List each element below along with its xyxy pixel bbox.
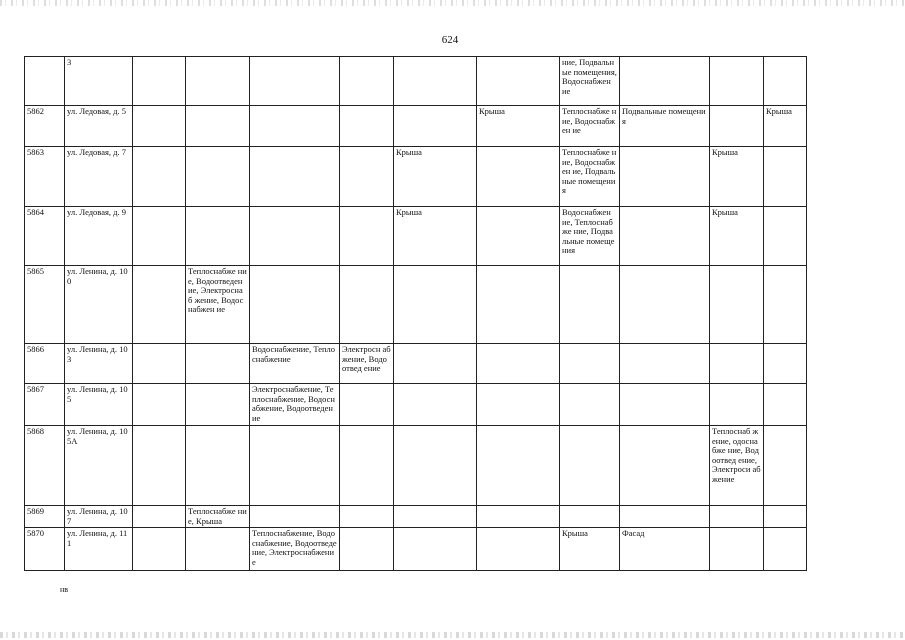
table-row bbox=[25, 384, 807, 426]
table-cell: Крыша bbox=[560, 528, 620, 571]
table-cell: Теплоснабжение, Водоснабжение, Водоотведение, Электроснабжение bbox=[250, 528, 340, 571]
address-cell: ул. Ленина, д. 103 bbox=[65, 344, 133, 384]
table-cell bbox=[477, 426, 560, 506]
address-cell: ул. Ленина, д. 105 bbox=[65, 384, 133, 426]
row-id-cell bbox=[25, 57, 65, 106]
table-cell bbox=[764, 207, 807, 266]
table-cell bbox=[477, 57, 560, 106]
table-row bbox=[25, 147, 807, 207]
table-cell: Теплоснабже ние, Водоснабжен ие bbox=[560, 106, 620, 147]
table-cell: Подвальные помещения bbox=[620, 106, 710, 147]
table-cell bbox=[133, 266, 186, 344]
table-cell bbox=[560, 506, 620, 528]
table-cell bbox=[620, 147, 710, 207]
table-cell bbox=[620, 344, 710, 384]
table-cell bbox=[250, 506, 340, 528]
table-cell: Крыша bbox=[710, 147, 764, 207]
address-cell: ул. Ледовая, д. 7 bbox=[65, 147, 133, 207]
row-id-cell: 5868 bbox=[25, 426, 65, 506]
table-cell bbox=[477, 506, 560, 528]
table-cell bbox=[133, 106, 186, 147]
table-cell: Водоснабжен ие, Теплоснабже ние, Подвальные помещения bbox=[560, 207, 620, 266]
table-cell bbox=[764, 506, 807, 528]
table-row bbox=[25, 207, 807, 266]
table-cell bbox=[477, 207, 560, 266]
table-row bbox=[25, 57, 807, 106]
table-cell: Теплоснабже ние, Водоотведен ие, Электроснаб жение, Водоснабжен ие bbox=[186, 266, 250, 344]
table-cell bbox=[710, 384, 764, 426]
table-cell bbox=[186, 528, 250, 571]
table-cell bbox=[764, 57, 807, 106]
table-cell bbox=[340, 57, 394, 106]
row-id-cell: 5867 bbox=[25, 384, 65, 426]
table-cell bbox=[250, 147, 340, 207]
table-cell bbox=[620, 266, 710, 344]
table-row bbox=[25, 506, 807, 528]
table-cell: Крыша bbox=[477, 106, 560, 147]
table-cell bbox=[133, 57, 186, 106]
table-cell bbox=[620, 426, 710, 506]
table-cell bbox=[560, 266, 620, 344]
table-cell bbox=[133, 147, 186, 207]
table-cell bbox=[560, 384, 620, 426]
address-cell: 3 bbox=[65, 57, 133, 106]
table-cell bbox=[477, 384, 560, 426]
table-cell bbox=[186, 207, 250, 266]
address-cell: ул. Ленина, д. 107 bbox=[65, 506, 133, 528]
table-cell bbox=[250, 207, 340, 266]
row-id-cell: 5865 bbox=[25, 266, 65, 344]
table-cell bbox=[620, 506, 710, 528]
table-cell bbox=[394, 57, 477, 106]
table-cell bbox=[560, 344, 620, 384]
table-cell bbox=[710, 528, 764, 571]
table-cell bbox=[133, 384, 186, 426]
table-row bbox=[25, 266, 807, 344]
table-cell bbox=[186, 147, 250, 207]
table-row bbox=[25, 106, 807, 147]
table-cell: Крыша bbox=[710, 207, 764, 266]
table-cell bbox=[133, 207, 186, 266]
table-cell: Крыша bbox=[394, 207, 477, 266]
table-cell bbox=[764, 426, 807, 506]
table-row bbox=[25, 344, 807, 384]
address-cell: ул. Ленина, д. 100 bbox=[65, 266, 133, 344]
table-cell bbox=[250, 426, 340, 506]
row-id-cell: 5866 bbox=[25, 344, 65, 384]
table-cell bbox=[250, 266, 340, 344]
table-cell: Теплоснабже ние, Крыша bbox=[186, 506, 250, 528]
address-cell: ул. Ленина, д. 105А bbox=[65, 426, 133, 506]
table-cell bbox=[620, 57, 710, 106]
table-cell bbox=[394, 266, 477, 344]
row-id-cell: 5864 bbox=[25, 207, 65, 266]
table-cell bbox=[710, 57, 764, 106]
table-cell bbox=[340, 147, 394, 207]
table-cell bbox=[394, 106, 477, 147]
table-cell bbox=[133, 344, 186, 384]
row-id-cell: 5870 bbox=[25, 528, 65, 571]
scan-noise-bottom bbox=[0, 632, 905, 638]
table-cell bbox=[394, 344, 477, 384]
table-cell bbox=[620, 384, 710, 426]
table-cell: ние, Подвальные помещения, Водоснабжен ие bbox=[560, 57, 620, 106]
table-cell bbox=[710, 106, 764, 147]
table-cell bbox=[560, 426, 620, 506]
table-cell bbox=[340, 506, 394, 528]
table-cell bbox=[764, 147, 807, 207]
table-cell bbox=[620, 207, 710, 266]
table-cell bbox=[477, 266, 560, 344]
table-cell: Фасад bbox=[620, 528, 710, 571]
table-cell bbox=[186, 57, 250, 106]
table-cell: Водоснабжение, Теплоснабжение bbox=[250, 344, 340, 384]
table-cell bbox=[710, 344, 764, 384]
table-cell bbox=[394, 384, 477, 426]
table-row bbox=[25, 528, 807, 571]
table-cell bbox=[133, 506, 186, 528]
address-cell: ул. Ледовая, д. 9 bbox=[65, 207, 133, 266]
schedule-table bbox=[24, 56, 807, 571]
table-cell: Крыша bbox=[394, 147, 477, 207]
table-cell: Теплоснабже ние, Водоснабжен ие, Подвальные помещения bbox=[560, 147, 620, 207]
table-cell bbox=[394, 528, 477, 571]
table-cell bbox=[764, 344, 807, 384]
table-cell bbox=[477, 528, 560, 571]
table-cell: Электросн абжение, Водоотвед ение bbox=[340, 344, 394, 384]
table-cell bbox=[764, 528, 807, 571]
table-cell bbox=[477, 147, 560, 207]
table-cell: Крыша bbox=[764, 106, 807, 147]
table-cell: Теплоснаб жение, одоснабже ние, Водоотвед ение, Электроси абжение bbox=[710, 426, 764, 506]
table-cell bbox=[250, 57, 340, 106]
table-cell bbox=[186, 106, 250, 147]
table-cell bbox=[710, 266, 764, 344]
page-number: 624 bbox=[441, 34, 459, 46]
table-cell bbox=[186, 384, 250, 426]
table-cell bbox=[340, 426, 394, 506]
table-cell bbox=[340, 528, 394, 571]
row-id-cell: 5869 bbox=[25, 506, 65, 528]
table-cell bbox=[186, 344, 250, 384]
table-cell bbox=[250, 106, 340, 147]
table-cell bbox=[764, 384, 807, 426]
row-id-cell: 5863 bbox=[25, 147, 65, 207]
table-cell bbox=[186, 426, 250, 506]
scan-noise-top bbox=[0, 0, 905, 6]
table-cell bbox=[340, 207, 394, 266]
table-cell: Электроснабжение, Теплоснабжение, Водоснабжение, Водоотведение bbox=[250, 384, 340, 426]
table-cell bbox=[710, 506, 764, 528]
footnote: нв bbox=[60, 585, 69, 594]
table-cell bbox=[394, 506, 477, 528]
table-cell bbox=[133, 528, 186, 571]
table-cell bbox=[394, 426, 477, 506]
table-row bbox=[25, 426, 807, 506]
table-cell bbox=[340, 384, 394, 426]
table-cell bbox=[133, 426, 186, 506]
address-cell: ул. Ледовая, д. 5 bbox=[65, 106, 133, 147]
table-cell bbox=[340, 106, 394, 147]
address-cell: ул. Ленина, д. 111 bbox=[65, 528, 133, 571]
row-id-cell: 5862 bbox=[25, 106, 65, 147]
table-cell bbox=[477, 344, 560, 384]
table-cell bbox=[340, 266, 394, 344]
table-cell bbox=[764, 266, 807, 344]
